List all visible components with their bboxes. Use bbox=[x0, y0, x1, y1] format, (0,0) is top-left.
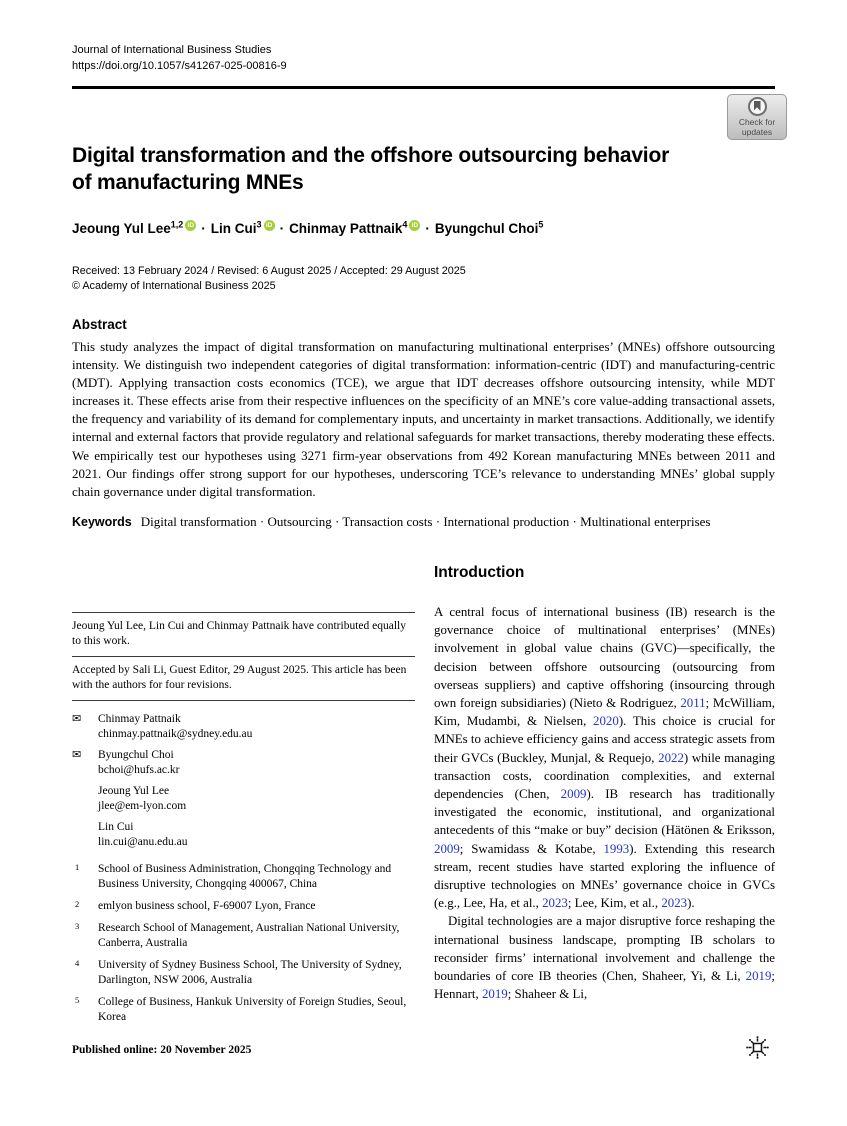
contact-email[interactable]: chinmay.pattnaik@sydney.edu.au bbox=[98, 728, 253, 740]
orcid-icon[interactable]: iD bbox=[409, 220, 420, 231]
introduction-heading: Introduction bbox=[434, 564, 525, 581]
abstract-text: This study analyzes the impact of digital transformation on manufacturing multinational enterprises’ (MNEs) offshore outsourcing intensity. We distinguish two independent categories of digital transformation: information-centric (IDT) and manufacturing-centric (MDT). Applying transaction costs economics (TCE), we argue that IDT decreases offshore outsourcing intensity, while MDT increases it. These effects arise from their respective influences on the specificity of an MNE’s core value-adding transactional assets, the frequency and variability of its demand for complementary inputs, and uncertainty in market transactions. Additionally, we identify internal and external factors that provide regulatory and relational safeguards for market transactions, thereby moderating these effects. We empirically test our hypotheses using 3271 firm-year observations from 492 Korean manufacturing MNEs between 2011 and 2021. Our findings offer strong support for our hypotheses, underscoring TCE’s relevance to understanding MNEs’ global supply chain governance under digital transformation. bbox=[72, 339, 775, 499]
author-affiliation-superscript: 5 bbox=[538, 219, 544, 229]
article-title bbox=[72, 142, 732, 196]
abstract-heading: Abstract bbox=[72, 317, 127, 332]
affiliation-text: emlyon business school, F-69007 Lyon, France bbox=[98, 900, 316, 912]
badge-label-line1: Check for bbox=[738, 117, 776, 127]
author-affiliation-superscript: 1,2 bbox=[170, 219, 184, 229]
introduction-body bbox=[434, 603, 775, 1003]
affiliation-entry bbox=[72, 899, 415, 914]
affiliation-entry bbox=[72, 958, 415, 988]
contacts-list bbox=[72, 712, 415, 850]
author bbox=[435, 221, 544, 236]
affiliation-entry bbox=[72, 862, 415, 892]
affiliation-text: Research School of Management, Australian National University, Canberra, Australia bbox=[98, 922, 400, 949]
bookmark-circle-icon bbox=[748, 97, 767, 116]
contact-name: Jeoung Yul Lee bbox=[98, 785, 170, 797]
check-for-updates-badge[interactable] bbox=[727, 94, 787, 140]
keywords-line bbox=[72, 514, 775, 530]
left-column bbox=[72, 560, 415, 1032]
affiliation-text: College of Business, Hankuk University of Foreign Studies, Seoul, Korea bbox=[98, 996, 407, 1023]
affiliation-number: 3 bbox=[75, 921, 80, 931]
author-name: Jeoung Yul Lee bbox=[72, 220, 171, 236]
citation-year-link[interactable]: 2023 bbox=[542, 896, 568, 911]
contact-email[interactable]: jlee@em-lyon.com bbox=[98, 800, 187, 812]
author-separator: · bbox=[279, 220, 285, 236]
footnote-rule-top bbox=[72, 612, 415, 613]
contact-text bbox=[98, 712, 252, 742]
introduction-paragraph: Digital technologies are a major disruptive force reshaping the international business landscape, prompting IB scholars to reconsider firms’ international involvement and challenge the boundaries of core IB theories (Chen, Shaheer, Yi, & Li, 2019; Hennart, 2019; Shaheer & Li, bbox=[434, 914, 775, 1002]
citation-year-link[interactable]: 2022 bbox=[658, 750, 684, 765]
contact-entry bbox=[72, 712, 415, 742]
orcid-icon[interactable]: iD bbox=[185, 220, 196, 231]
footnote-rule-bottom bbox=[72, 700, 415, 701]
affiliation-number: 4 bbox=[75, 958, 80, 968]
published-online: Published online: 20 November 2025 bbox=[72, 1044, 252, 1056]
contact-entry bbox=[72, 748, 415, 778]
affiliation-number: 1 bbox=[75, 862, 80, 872]
journal-name: Journal of International Business Studies bbox=[72, 44, 272, 56]
author-affiliation-superscript: 3 bbox=[256, 219, 262, 229]
contact-text bbox=[98, 748, 179, 778]
envelope-spacer bbox=[72, 820, 98, 850]
citation-year-link[interactable]: 2009 bbox=[434, 841, 460, 856]
author bbox=[211, 221, 275, 236]
contact-name: Byungchul Choi bbox=[98, 749, 174, 761]
citation-year-link[interactable]: 1993 bbox=[603, 841, 630, 856]
citation-year-link[interactable]: 2020 bbox=[593, 714, 619, 729]
affiliation-number: 5 bbox=[75, 995, 80, 1005]
authors-line bbox=[72, 219, 543, 236]
affiliation-number: 2 bbox=[75, 899, 80, 909]
author-name: Byungchul Choi bbox=[434, 220, 539, 236]
article-title-line2: of manufacturing MNEs bbox=[72, 171, 304, 194]
author-name: Lin Cui bbox=[210, 220, 257, 236]
article-history bbox=[72, 264, 466, 293]
affiliation-text: School of Business Administration, Chongqing Technology and Business University, Chongqing 400067, China bbox=[98, 863, 392, 890]
contact-entry bbox=[72, 784, 415, 814]
affiliation-text: University of Sydney Business School, The University of Sydney, Darlington, NSW 2006, Australia bbox=[98, 959, 402, 986]
introduction-paragraph: A central focus of international business (IB) research is the governance choice of multinational enterprises’ (MNEs) involvement in global value chains (GVC)—specifically, the decision between offshore outsourcing (outsourcing from overseas suppliers) and captive offshoring (insourcing through own foreign subsidiaries) (Nieto & Rodriguez, 2011; McWilliam, Kim, Mudambi, & Nielsen, 2020). This choice is crucial for MNEs to achieve efficiency gains and access strategic assets from their GVCs (Buckley, Munjal, & Requejo, 2022) while managing transaction costs, coordination complexities, and external dependencies (Chen, 2009). IB research has traditionally investigated the economic, institutional, and organizational antecedents of this “make or buy” decision (Hätönen & Eriksson, 2009; Swamidass & Kotabe, 1993). Extending this research stream, recent studies have started exploring the influence of disruptive technologies on MNEs’ governance choice in GVCs (e.g., Lee, Ha, et al., 2023; Lee, Kim, et al., 2023). bbox=[434, 605, 775, 911]
springer-snowflake-logo bbox=[744, 1034, 771, 1061]
bookmark-icon bbox=[754, 101, 761, 111]
contact-name: Chinmay Pattnaik bbox=[98, 713, 181, 725]
citation-year-link[interactable]: 2019 bbox=[481, 987, 508, 1002]
right-column bbox=[434, 558, 775, 1003]
footnote-rule-middle bbox=[72, 656, 415, 657]
contact-text bbox=[98, 820, 187, 850]
affiliation-entry bbox=[72, 995, 415, 1025]
author-affiliation-superscript: 4 bbox=[402, 219, 408, 229]
affiliation-entry bbox=[72, 921, 415, 951]
citation-year-link[interactable]: 2009 bbox=[560, 787, 587, 802]
badge-label-line2: updates bbox=[741, 126, 773, 137]
accepted-footnote: Accepted by Sali Li, Guest Editor, 29 August 2025. This article has been with the authors for four revisions. bbox=[72, 664, 407, 691]
contact-name: Lin Cui bbox=[98, 821, 134, 833]
contact-entry bbox=[72, 820, 415, 850]
envelope-icon: ✉ bbox=[72, 713, 82, 725]
orcid-icon[interactable]: iD bbox=[264, 220, 275, 231]
affiliations-list bbox=[72, 862, 415, 1025]
author-name: Chinmay Pattnaik bbox=[289, 220, 403, 236]
contact-email[interactable]: lin.cui@anu.edu.au bbox=[98, 836, 188, 848]
contribution-footnote: Jeoung Yul Lee, Lin Cui and Chinmay Pattnaik have contributed equally to this work. bbox=[72, 620, 406, 647]
contact-text bbox=[98, 784, 186, 814]
received-revised-accepted: Received: 13 February 2024 / Revised: 6 August 2025 / Accepted: 29 August 2025 bbox=[72, 265, 466, 277]
citation-year-link[interactable]: 2023 bbox=[661, 896, 688, 911]
journal-header bbox=[72, 42, 287, 74]
copyright-line: © Academy of International Business 2025 bbox=[72, 279, 276, 292]
envelope-icon: ✉ bbox=[72, 749, 82, 761]
contact-email[interactable]: bchoi@hufs.ac.kr bbox=[98, 764, 180, 776]
citation-year-link[interactable]: 2019 bbox=[745, 969, 772, 984]
header-rule bbox=[72, 86, 775, 89]
envelope-spacer bbox=[72, 784, 98, 814]
doi-link[interactable]: https://doi.org/10.1057/s41267-025-00816-9 bbox=[72, 60, 287, 72]
keywords-text: Digital transformation · Outsourcing · Transaction costs · International production · Multinational enterprises bbox=[140, 514, 711, 529]
author bbox=[72, 221, 196, 236]
citation-year-link[interactable]: 2011 bbox=[680, 696, 706, 711]
author-separator: · bbox=[425, 220, 430, 236]
author-separator: · bbox=[201, 220, 206, 236]
author bbox=[289, 221, 420, 236]
keywords-label: Keywords bbox=[72, 515, 132, 529]
article-title-line1: Digital transformation and the offshore outsourcing behavior bbox=[72, 144, 670, 167]
